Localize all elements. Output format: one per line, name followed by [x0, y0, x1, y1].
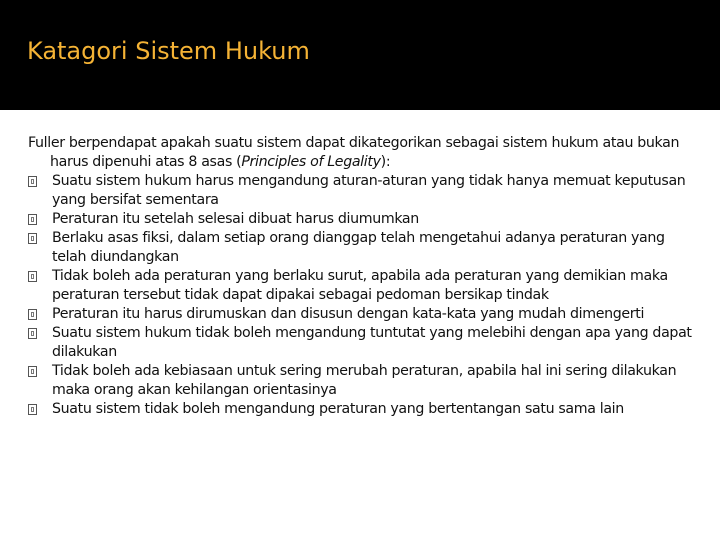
- missing-glyph-box-icon: [28, 366, 37, 377]
- missing-glyph-box-icon: [28, 404, 37, 415]
- missing-glyph-box-icon: [28, 328, 37, 339]
- principle-text: Suatu sistem hukum harus mengandung aturan-aturan yang tidak hanya memuat keputusan yang bersifat sementara: [52, 173, 686, 208]
- missing-glyph-box-icon: [28, 214, 37, 225]
- principle-item: [28, 229, 698, 267]
- principle-text: Peraturan itu setelah selesai dibuat harus diumumkan: [52, 211, 419, 227]
- principle-text: Suatu sistem tidak boleh mengandung peraturan yang bertentangan satu sama lain: [52, 401, 624, 417]
- principle-text: Tidak boleh ada peraturan yang berlaku surut, apabila ada peraturan yang demikian maka peraturan tersebut tidak dapat dipakai sebagai pedoman bersikap tindak: [52, 268, 668, 303]
- slide-content: [28, 134, 698, 419]
- missing-glyph-box-icon: [28, 176, 37, 187]
- principle-text: Tidak boleh ada kebiasaan untuk sering merubah peraturan, apabila hal ini sering dilakukan maka orang akan kehilangan orientasinya: [52, 363, 677, 398]
- principle-item: [28, 324, 698, 362]
- principle-item: [28, 362, 698, 400]
- principle-text: Peraturan itu harus dirumuskan dan disusun dengan kata-kata yang mudah dimengerti: [52, 306, 645, 322]
- principle-text: Suatu sistem hukum tidak boleh mengandung tuntutat yang melebihi dengan apa yang dapat dilakukan: [52, 325, 692, 360]
- missing-glyph-box-icon: [28, 309, 37, 320]
- missing-glyph-box-icon: [28, 271, 37, 282]
- slide-title: Katagori Sistem Hukum: [27, 37, 310, 65]
- title-bar: [0, 0, 720, 110]
- principle-item: [28, 210, 698, 229]
- intro-text: Fuller berpendapat apakah suatu sistem dapat dikategorikan sebagai sistem hukum atau bukan harus dipenuhi atas 8 asas (: [28, 135, 680, 170]
- intro-text-end: ):: [380, 154, 391, 170]
- principles-list: [28, 172, 698, 419]
- principle-item: [28, 305, 698, 324]
- principle-item: [28, 172, 698, 210]
- principle-item: [28, 400, 698, 419]
- missing-glyph-box-icon: [28, 233, 37, 244]
- principle-text: Berlaku asas fiksi, dalam setiap orang dianggap telah mengetahui adanya peraturan yang telah diundangkan: [52, 230, 665, 265]
- intro-paragraph: [28, 134, 698, 172]
- intro-emphasis: Principles of Legality: [241, 154, 381, 170]
- principle-item: [28, 267, 698, 305]
